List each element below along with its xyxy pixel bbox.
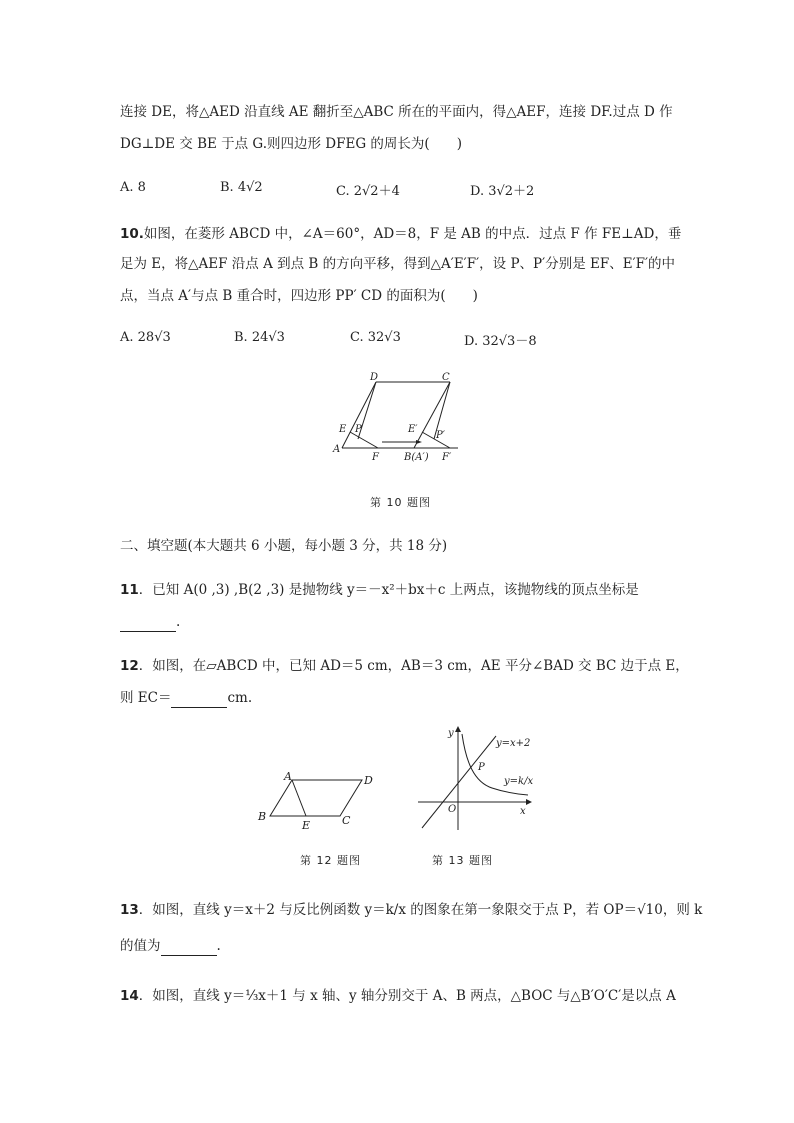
q10-arrow-head xyxy=(416,440,422,444)
q10-caption: 第 10 题图 xyxy=(370,496,431,509)
q12-answer-blank[interactable] xyxy=(171,693,227,708)
q13-line2-end: . xyxy=(216,938,221,954)
q13-line1-text: ．如图，直线 y＝x＋2 与反比例函数 y＝k/x 的图象在第一象限交于点 P，若 OP＝√10，则 k xyxy=(138,902,703,918)
q11-line2-end: . xyxy=(176,614,181,630)
q10-figure xyxy=(330,368,470,464)
q14-text-line1 xyxy=(120,986,676,1006)
q10-label-d: D xyxy=(370,372,379,383)
q13-label-o: O xyxy=(448,804,457,815)
q12-label-b: B xyxy=(258,810,267,823)
q10-label-a: A xyxy=(333,444,341,455)
q12-caption: 第 12 题图 xyxy=(300,854,361,867)
q10-option-a: A. 28√3 xyxy=(120,330,171,345)
q12-label-e: E xyxy=(302,819,311,832)
q11-text-line1 xyxy=(120,580,639,600)
q13-y-arrow xyxy=(455,726,461,732)
q12-label-c: C xyxy=(342,814,351,827)
q10-label-p-prime: P′ xyxy=(436,430,445,441)
q9-text-line1: 连接 DE，将△AED 沿直线 AE 翻折至△ABC 所在的平面内，得△AEF，连接 DF.过点 D 作 xyxy=(120,104,673,120)
q13-figure xyxy=(412,722,538,834)
q13-line2-start: 的值为 xyxy=(120,938,161,954)
q11-line1-text: ．已知 A(0 ,3) ,B(2 ,3) 是抛物线 y＝－x²＋bx＋c 上两点，该抛物线的顶点坐标是 xyxy=(138,582,639,598)
q10-label-f: F xyxy=(372,452,379,463)
q12-segment-ae xyxy=(292,780,306,816)
q11-answer-blank[interactable] xyxy=(120,617,176,632)
q10-side-ad xyxy=(342,382,376,448)
q9-option-d: D. 3√2＋2 xyxy=(470,184,535,199)
q10-text-line3: 点，当点 A′与点 B 重合时，四边形 PP′ CD 的面积为( ) xyxy=(120,288,478,304)
q14-line1-text: ．如图，直线 y＝⅓x＋1 与 x 轴、y 轴分别交于 A、B 两点，△BOC 与△B′O′C′是以点 A xyxy=(138,988,676,1004)
q10-option-b: B. 24√3 xyxy=(234,330,285,345)
q11-number: 11 xyxy=(120,582,139,598)
q13-label-curve: y=k/x xyxy=(504,776,534,787)
q10-number: 10. xyxy=(120,226,144,242)
q12-figure xyxy=(254,766,384,836)
q9-option-c: C. 2√2＋4 xyxy=(336,184,400,199)
q13-x-arrow xyxy=(526,799,532,805)
q10-option-d: D. 32√3－8 xyxy=(464,334,537,349)
q12-number: 12 xyxy=(120,658,139,674)
q10-label-b-a-prime: B(A′) xyxy=(404,452,429,463)
q13-number: 13 xyxy=(120,902,139,918)
q13-line-y-x-plus-2 xyxy=(422,736,496,828)
q10-text-line2: 足为 E，将△AEF 沿点 A 到点 B 的方向平移，得到△A′E′F′，设 P、P′分别是 EF、E′F′的中 xyxy=(120,256,676,272)
q12-parallelogram xyxy=(270,780,362,816)
q13-label-p: P xyxy=(478,762,485,773)
q10-option-c: C. 32√3 xyxy=(350,330,401,345)
section2-heading: 二、填空题(本大题共 6 小题，每小题 3 分，共 18 分) xyxy=(120,538,448,554)
q13-text-line2 xyxy=(120,936,221,956)
q10-label-e: E xyxy=(339,424,347,435)
q10-label-p: P xyxy=(355,424,362,435)
q9-text-line2: DG⊥DE 交 BE 于点 G.则四边形 DFEG 的周长为( ) xyxy=(120,136,462,152)
q11-text-line2 xyxy=(120,612,180,632)
q13-caption: 第 13 题图 xyxy=(432,854,493,867)
q13-answer-blank[interactable] xyxy=(161,941,217,956)
q10-label-e-prime: E′ xyxy=(408,424,418,435)
q9-option-a: A. 8 xyxy=(120,180,146,195)
q12-label-a: A xyxy=(284,770,292,783)
q12-text-line2 xyxy=(120,688,252,708)
q13-text-line1 xyxy=(120,900,702,920)
q10-line1-text: 如图，在菱形 ABCD 中，∠A＝60°，AD＝8，F 是 AB 的中点．过点 F 作 FE⊥AD，垂 xyxy=(143,226,682,242)
q9-option-b: B. 4√2 xyxy=(220,180,263,195)
q12-label-d: D xyxy=(364,774,373,787)
q12-line2-end: cm. xyxy=(227,690,253,706)
q12-text-line1 xyxy=(120,656,689,676)
q10-label-f-prime: F′ xyxy=(442,452,452,463)
q10-label-c: C xyxy=(442,372,450,383)
q13-label-x: x xyxy=(520,806,526,817)
q12-line1-text: ．如图，在▱ABCD 中，已知 AD＝5 cm，AB＝3 cm，AE 平分∠BAD 交 BC 边于点 E， xyxy=(138,658,689,674)
q12-line2-start: 则 EC＝ xyxy=(120,690,172,706)
q14-number: 14 xyxy=(120,988,139,1004)
q13-label-line: y=x+2 xyxy=(496,738,531,749)
q13-label-y: y xyxy=(448,728,454,739)
q10-text-line1 xyxy=(120,224,681,244)
